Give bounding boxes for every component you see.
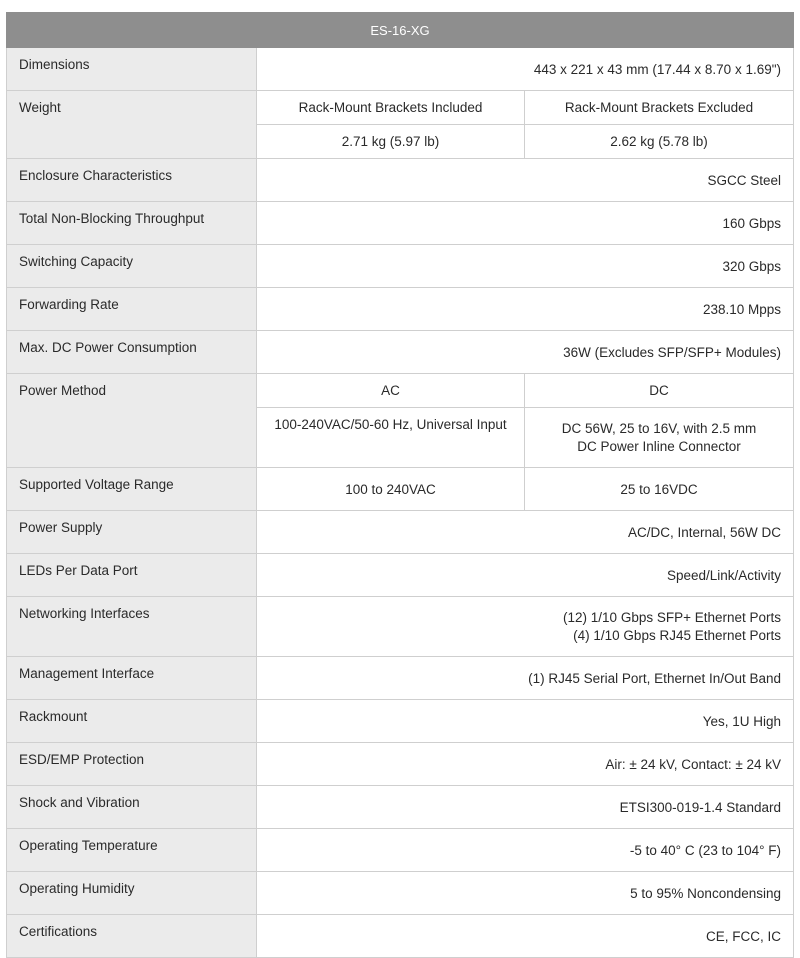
row-value-multiline bbox=[525, 408, 794, 468]
table-row bbox=[7, 288, 794, 331]
row-value: 100-240VAC/50-60 Hz, Universal Input bbox=[257, 408, 525, 468]
row-value: -5 to 40° C (23 to 104° F) bbox=[257, 829, 794, 872]
table-row bbox=[7, 872, 794, 915]
value-line: DC 56W, 25 to 16V, with 2.5 mm bbox=[561, 420, 757, 436]
table-row bbox=[7, 374, 794, 408]
sub-header: DC bbox=[525, 374, 794, 408]
table-row bbox=[7, 511, 794, 554]
row-label: Dimensions bbox=[7, 48, 257, 91]
row-value: 5 to 95% Noncondensing bbox=[257, 872, 794, 915]
sub-header: Rack-Mount Brackets Included bbox=[257, 91, 525, 125]
row-label: Shock and Vibration bbox=[7, 786, 257, 829]
value-line: (4) 1/10 Gbps RJ45 Ethernet Ports bbox=[573, 627, 782, 643]
row-value: ETSI300-019-1.4 Standard bbox=[257, 786, 794, 829]
table-row bbox=[7, 468, 794, 511]
row-label: ESD/EMP Protection bbox=[7, 743, 257, 786]
table-row bbox=[7, 597, 794, 657]
row-label: Rackmount bbox=[7, 700, 257, 743]
title-row bbox=[7, 13, 794, 48]
row-label: Max. DC Power Consumption bbox=[7, 331, 257, 374]
row-value: 238.10 Mpps bbox=[257, 288, 794, 331]
table-row bbox=[7, 829, 794, 872]
row-value: 443 x 221 x 43 mm (17.44 x 8.70 x 1.69") bbox=[257, 48, 794, 91]
row-label: Power Supply bbox=[7, 511, 257, 554]
row-value: 2.62 kg (5.78 lb) bbox=[525, 125, 794, 159]
table-row bbox=[7, 202, 794, 245]
row-value: (1) RJ45 Serial Port, Ethernet In/Out Band bbox=[257, 657, 794, 700]
spec-table bbox=[6, 12, 794, 958]
row-label: Forwarding Rate bbox=[7, 288, 257, 331]
row-label: Networking Interfaces bbox=[7, 597, 257, 657]
row-label: Operating Humidity bbox=[7, 872, 257, 915]
row-label: Enclosure Characteristics bbox=[7, 159, 257, 202]
row-value: Yes, 1U High bbox=[257, 700, 794, 743]
table-row bbox=[7, 159, 794, 202]
row-label: Supported Voltage Range bbox=[7, 468, 257, 511]
row-value: 2.71 kg (5.97 lb) bbox=[257, 125, 525, 159]
table-row bbox=[7, 48, 794, 91]
row-value: AC/DC, Internal, 56W DC bbox=[257, 511, 794, 554]
spec-table-container bbox=[6, 12, 793, 958]
row-value: 100 to 240VAC bbox=[257, 468, 525, 511]
row-value: 25 to 16VDC bbox=[525, 468, 794, 511]
row-label: Management Interface bbox=[7, 657, 257, 700]
table-row bbox=[7, 915, 794, 958]
row-value: SGCC Steel bbox=[257, 159, 794, 202]
row-value: 36W (Excludes SFP/SFP+ Modules) bbox=[257, 331, 794, 374]
table-row bbox=[7, 657, 794, 700]
value-line: DC Power Inline Connector bbox=[577, 438, 741, 454]
table-row bbox=[7, 700, 794, 743]
table-row bbox=[7, 554, 794, 597]
table-row bbox=[7, 743, 794, 786]
row-value: 160 Gbps bbox=[257, 202, 794, 245]
table-row bbox=[7, 245, 794, 288]
row-label: Power Method bbox=[7, 374, 257, 468]
table-title: ES-16-XG bbox=[7, 13, 794, 48]
row-label: Certifications bbox=[7, 915, 257, 958]
row-value: Air: ± 24 kV, Contact: ± 24 kV bbox=[257, 743, 794, 786]
row-label: Switching Capacity bbox=[7, 245, 257, 288]
row-value: 320 Gbps bbox=[257, 245, 794, 288]
value-line: (12) 1/10 Gbps SFP+ Ethernet Ports bbox=[563, 609, 782, 625]
row-label: Operating Temperature bbox=[7, 829, 257, 872]
sub-header: Rack-Mount Brackets Excluded bbox=[525, 91, 794, 125]
table-row bbox=[7, 91, 794, 125]
row-value: CE, FCC, IC bbox=[257, 915, 794, 958]
row-value: Speed/Link/Activity bbox=[257, 554, 794, 597]
table-row bbox=[7, 786, 794, 829]
sub-header: AC bbox=[257, 374, 525, 408]
table-row bbox=[7, 331, 794, 374]
row-label: LEDs Per Data Port bbox=[7, 554, 257, 597]
row-label: Weight bbox=[7, 91, 257, 159]
row-value-multiline bbox=[257, 597, 794, 657]
row-label: Total Non-Blocking Throughput bbox=[7, 202, 257, 245]
